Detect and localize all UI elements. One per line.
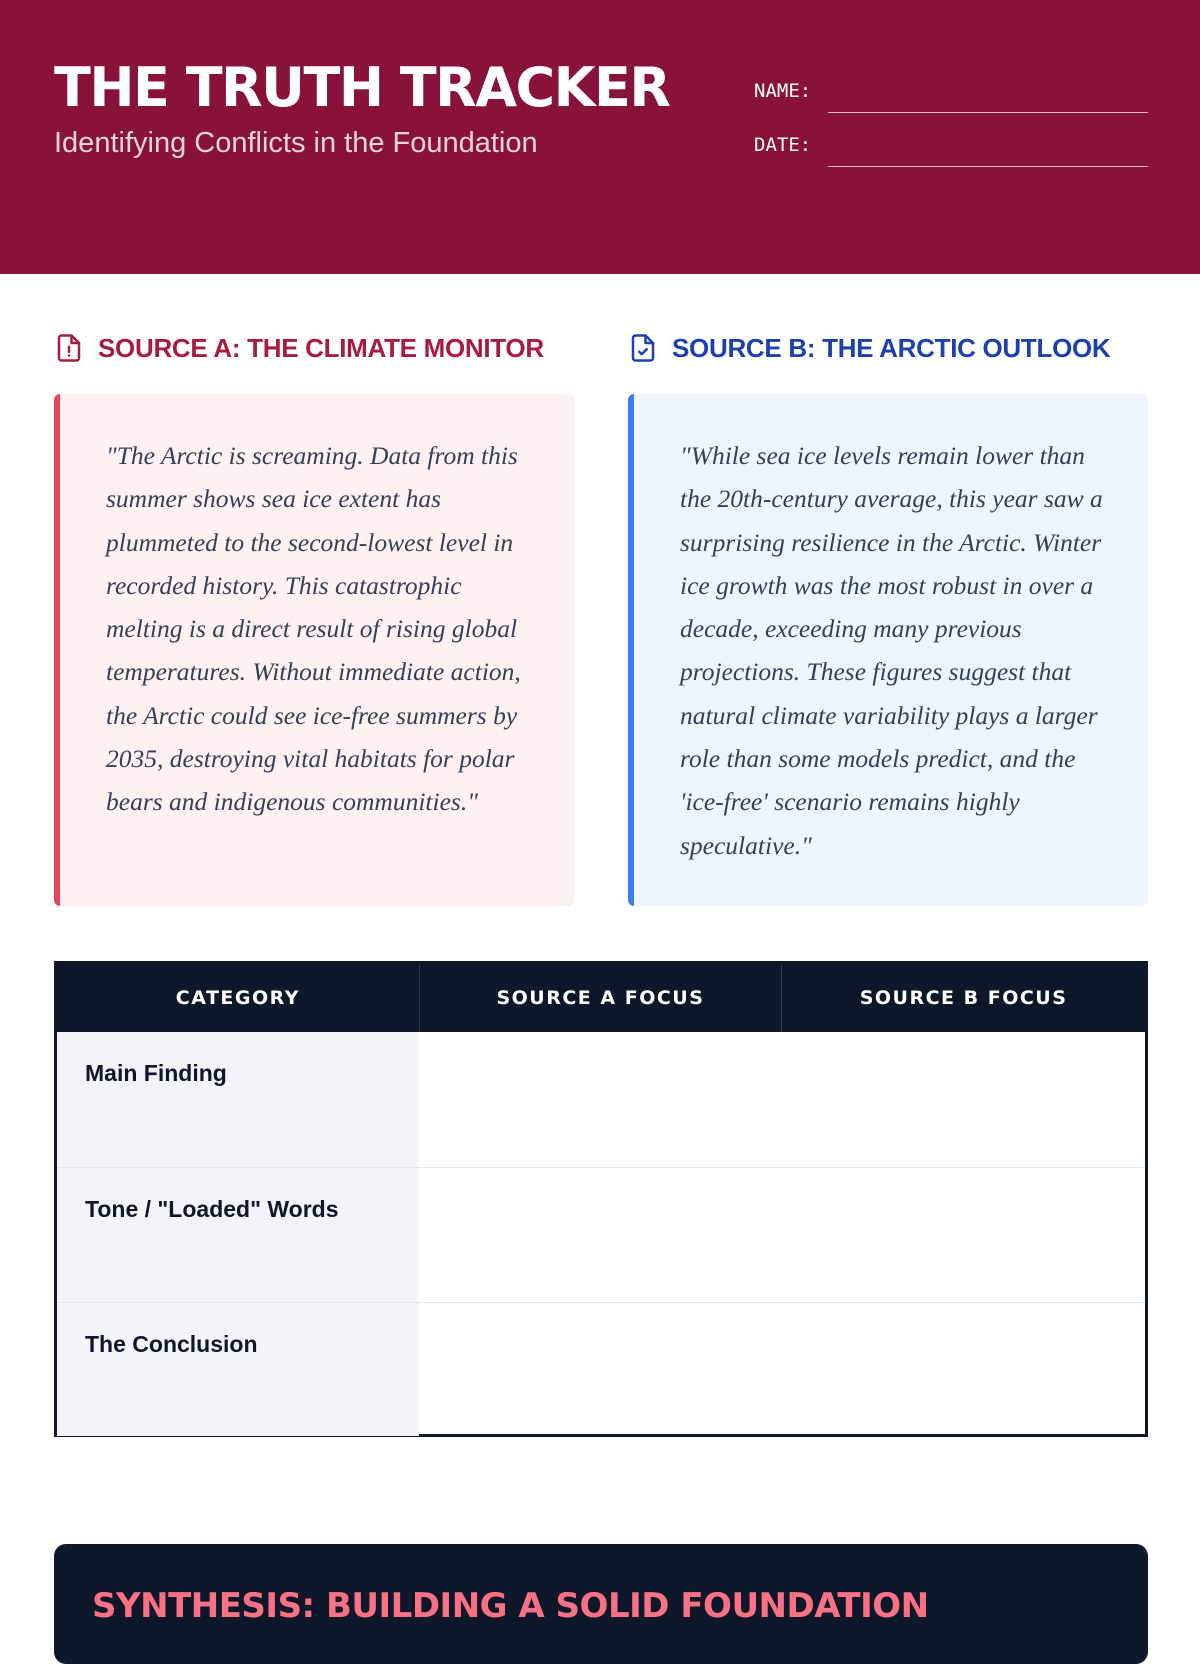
source-a-title: SOURCE A: THE CLIMATE MONITOR — [98, 332, 544, 363]
row-label-tone: Tone / "Loaded" Words — [57, 1167, 419, 1302]
date-label: DATE: — [754, 134, 812, 156]
table-row — [57, 1167, 1145, 1302]
worksheet-subtitle: Identifying Conflicts in the Foundation — [54, 127, 538, 159]
source-a-quote: "The Arctic is screaming. Data from this summer shows sea ice extent has plummeted to the second-lowest level in recorded history. This catastrophic melting is a direct result of rising global temperatures. Without immediate action, the Arctic could see ice-free summers by 2035, destroying vital habitats for polar bears and indigenous communities." — [54, 394, 574, 906]
source-a-answer-cell[interactable] — [419, 1032, 781, 1167]
column-header-source-a: SOURCE A FOCUS — [419, 964, 781, 1032]
source-b-title: SOURCE B: THE ARCTIC OUTLOOK — [672, 332, 1111, 363]
source-a-answer-cell[interactable] — [419, 1167, 781, 1302]
column-header-source-b: SOURCE B FOCUS — [782, 964, 1145, 1032]
synthesis-panel — [54, 1544, 1148, 1664]
date-field[interactable] — [828, 166, 1148, 167]
worksheet-title: THE TRUTH TRACKER — [54, 56, 670, 119]
source-b-answer-cell[interactable] — [782, 1167, 1145, 1302]
source-b-quote: "While sea ice levels remain lower than the 20th-century average, this year saw a surprising resilience in the Arctic. Winter ice growth was the most robust in over a decade, exceeding many previous projections. These figures suggest that natural climate variability plays a larger role than some models predict, and the 'ice-free' scenario remains highly speculative." — [628, 394, 1148, 906]
row-label-main-finding: Main Finding — [57, 1032, 419, 1167]
source-a-heading — [54, 330, 544, 366]
source-b-heading — [628, 330, 1110, 366]
name-label: NAME: — [754, 80, 812, 102]
table-row — [57, 1302, 1145, 1436]
column-header-category: CATEGORY — [57, 964, 419, 1032]
source-b-answer-cell[interactable] — [782, 1302, 1145, 1436]
source-b-answer-cell[interactable] — [782, 1032, 1145, 1167]
worksheet-header — [0, 0, 1200, 274]
row-label-conclusion: The Conclusion — [57, 1302, 419, 1436]
name-field[interactable] — [828, 112, 1148, 113]
comparison-table — [54, 961, 1148, 1437]
file-check-icon — [628, 333, 658, 363]
table-row — [57, 1032, 1145, 1167]
file-alert-icon — [54, 333, 84, 363]
source-a-answer-cell[interactable] — [419, 1302, 781, 1436]
synthesis-title: SYNTHESIS: BUILDING A SOLID FOUNDATION — [92, 1586, 929, 1626]
